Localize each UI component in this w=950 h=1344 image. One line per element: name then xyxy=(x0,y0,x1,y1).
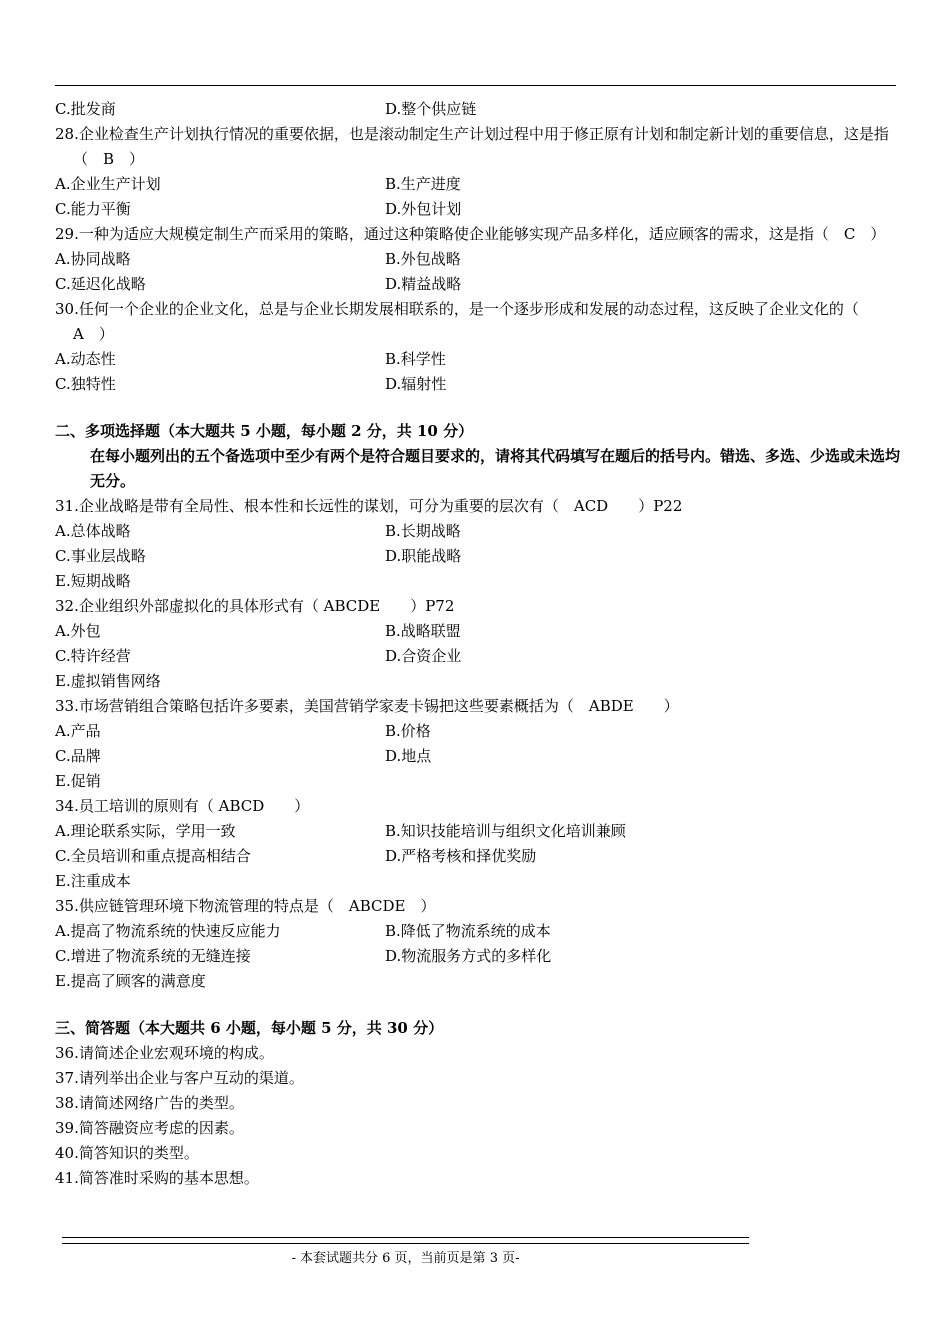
option-b: B.科学性 xyxy=(385,350,446,368)
question-29-stem: 29.一种为适应大规模定制生产而采用的策略，通过这种策略使企业能够实现产品多样化，适应顾客的需求，这是指（ C ） xyxy=(55,225,886,243)
option-d: D.整个供应链 xyxy=(385,100,477,118)
option-row xyxy=(55,247,900,272)
short-question: 37.请列举出企业与客户互动的渠道。 xyxy=(55,1069,304,1087)
option-a: A.总体战略 xyxy=(55,522,131,540)
option-b: B.知识技能培训与组织文化培训兼顾 xyxy=(385,822,626,840)
option-a: A.企业生产计划 xyxy=(55,175,161,193)
question-35-stem: 35.供应链管理环境下物流管理的特点是（ ABCDE ） xyxy=(55,897,436,915)
option-b: B.战略联盟 xyxy=(385,622,461,640)
short-question: 36.请简述企业宏观环境的构成。 xyxy=(55,1044,274,1062)
short-question: 40.简答知识的类型。 xyxy=(55,1144,199,1162)
option-d: D.严格考核和择优奖励 xyxy=(385,847,537,865)
option-d: D.辐射性 xyxy=(385,375,447,393)
page-footer: - 本套试题共分 6 页，当前页是第 3 页- xyxy=(291,1251,520,1266)
section-2-instruction: 在每小题列出的五个备选项中至少有两个是符合题目要求的，请将其代码填写在题后的括号内。错选、多选、少选或未选均无分。 xyxy=(90,447,901,490)
option-a: A.协同战略 xyxy=(55,250,131,268)
footer-double-rule xyxy=(62,1237,749,1244)
section-2-title: 二、多项选择题（本大题共 5 小题，每小题 2 分，共 10 分） xyxy=(55,422,474,440)
option-c: C.延迟化战略 xyxy=(55,275,146,293)
option-row xyxy=(55,819,900,844)
header-rule xyxy=(55,85,896,86)
short-question: 39.简答融资应考虑的因素。 xyxy=(55,1119,244,1137)
option-e: E.提高了顾客的满意度 xyxy=(55,972,206,990)
option-c: C.品牌 xyxy=(55,747,101,765)
option-e: E.短期战略 xyxy=(55,572,131,590)
option-row xyxy=(55,644,900,669)
option-a: A.外包 xyxy=(55,622,101,640)
option-c: C.增进了物流系统的无缝连接 xyxy=(55,947,251,965)
option-b: B.长期战略 xyxy=(385,522,461,540)
option-row xyxy=(55,272,900,297)
option-d: D.合资企业 xyxy=(385,647,462,665)
option-e: E.虚拟销售网络 xyxy=(55,672,161,690)
option-d: D.精益战略 xyxy=(385,275,462,293)
option-d: D.地点 xyxy=(385,747,432,765)
option-row xyxy=(55,719,900,744)
option-d: D.职能战略 xyxy=(385,547,462,565)
option-d: D.外包计划 xyxy=(385,200,462,218)
option-row xyxy=(55,97,900,122)
option-e: E.促销 xyxy=(55,772,101,790)
option-row xyxy=(55,372,900,397)
exam-content xyxy=(55,97,900,1191)
question-31-stem: 31.企业战略是带有全局性、根本性和长远性的谋划，可分为重要的层次有（ ACD ）P22 xyxy=(55,497,683,515)
question-30-stem: 30.任何一个企业的企业文化，总是与企业长期发展相联系的，是一个逐步形成和发展的动态过程，这反映了企业文化的（ A ） xyxy=(55,300,874,343)
option-e: E.注重成本 xyxy=(55,872,131,890)
question-34-stem: 34.员工培训的原则有（ ABCD ） xyxy=(55,797,310,815)
option-row xyxy=(55,519,900,544)
option-c: C.全员培训和重点提高相结合 xyxy=(55,847,251,865)
option-row xyxy=(55,944,900,969)
option-c: C.批发商 xyxy=(55,100,116,118)
option-a: A.提高了物流系统的快速反应能力 xyxy=(55,922,281,940)
question-28-stem: 28.企业检查生产计划执行情况的重要依据，也是滚动制定生产计划过程中用于修正原有计划和制定新计划的重要信息，这是指（ B ） xyxy=(55,125,889,168)
question-33-stem: 33.市场营销组合策略包括许多要素，美国营销学家麦卡锡把这些要素概括为（ ABDE ） xyxy=(55,697,679,715)
option-row xyxy=(55,919,900,944)
short-question: 41.简答准时采购的基本思想。 xyxy=(55,1169,259,1187)
question-32-stem: 32.企业组织外部虚拟化的具体形式有（ ABCDE ）P72 xyxy=(55,597,455,615)
option-d: D.物流服务方式的多样化 xyxy=(385,947,552,965)
option-row xyxy=(55,844,900,869)
option-c: C.独特性 xyxy=(55,375,116,393)
option-a: A.动态性 xyxy=(55,350,116,368)
option-b: B.生产进度 xyxy=(385,175,461,193)
section-3-title: 三、简答题（本大题共 6 小题，每小题 5 分，共 30 分） xyxy=(55,1019,444,1037)
option-row xyxy=(55,172,900,197)
short-question: 38.请简述网络广告的类型。 xyxy=(55,1094,244,1112)
option-b: B.降低了物流系统的成本 xyxy=(385,922,551,940)
option-b: B.价格 xyxy=(385,722,431,740)
option-b: B.外包战略 xyxy=(385,250,461,268)
option-row xyxy=(55,347,900,372)
option-a: A.产品 xyxy=(55,722,101,740)
option-a: A.理论联系实际，学用一致 xyxy=(55,822,236,840)
option-row xyxy=(55,619,900,644)
option-row xyxy=(55,197,900,222)
option-row xyxy=(55,544,900,569)
option-row xyxy=(55,744,900,769)
option-c: C.特许经营 xyxy=(55,647,131,665)
option-c: C.能力平衡 xyxy=(55,200,131,218)
option-c: C.事业层战略 xyxy=(55,547,146,565)
